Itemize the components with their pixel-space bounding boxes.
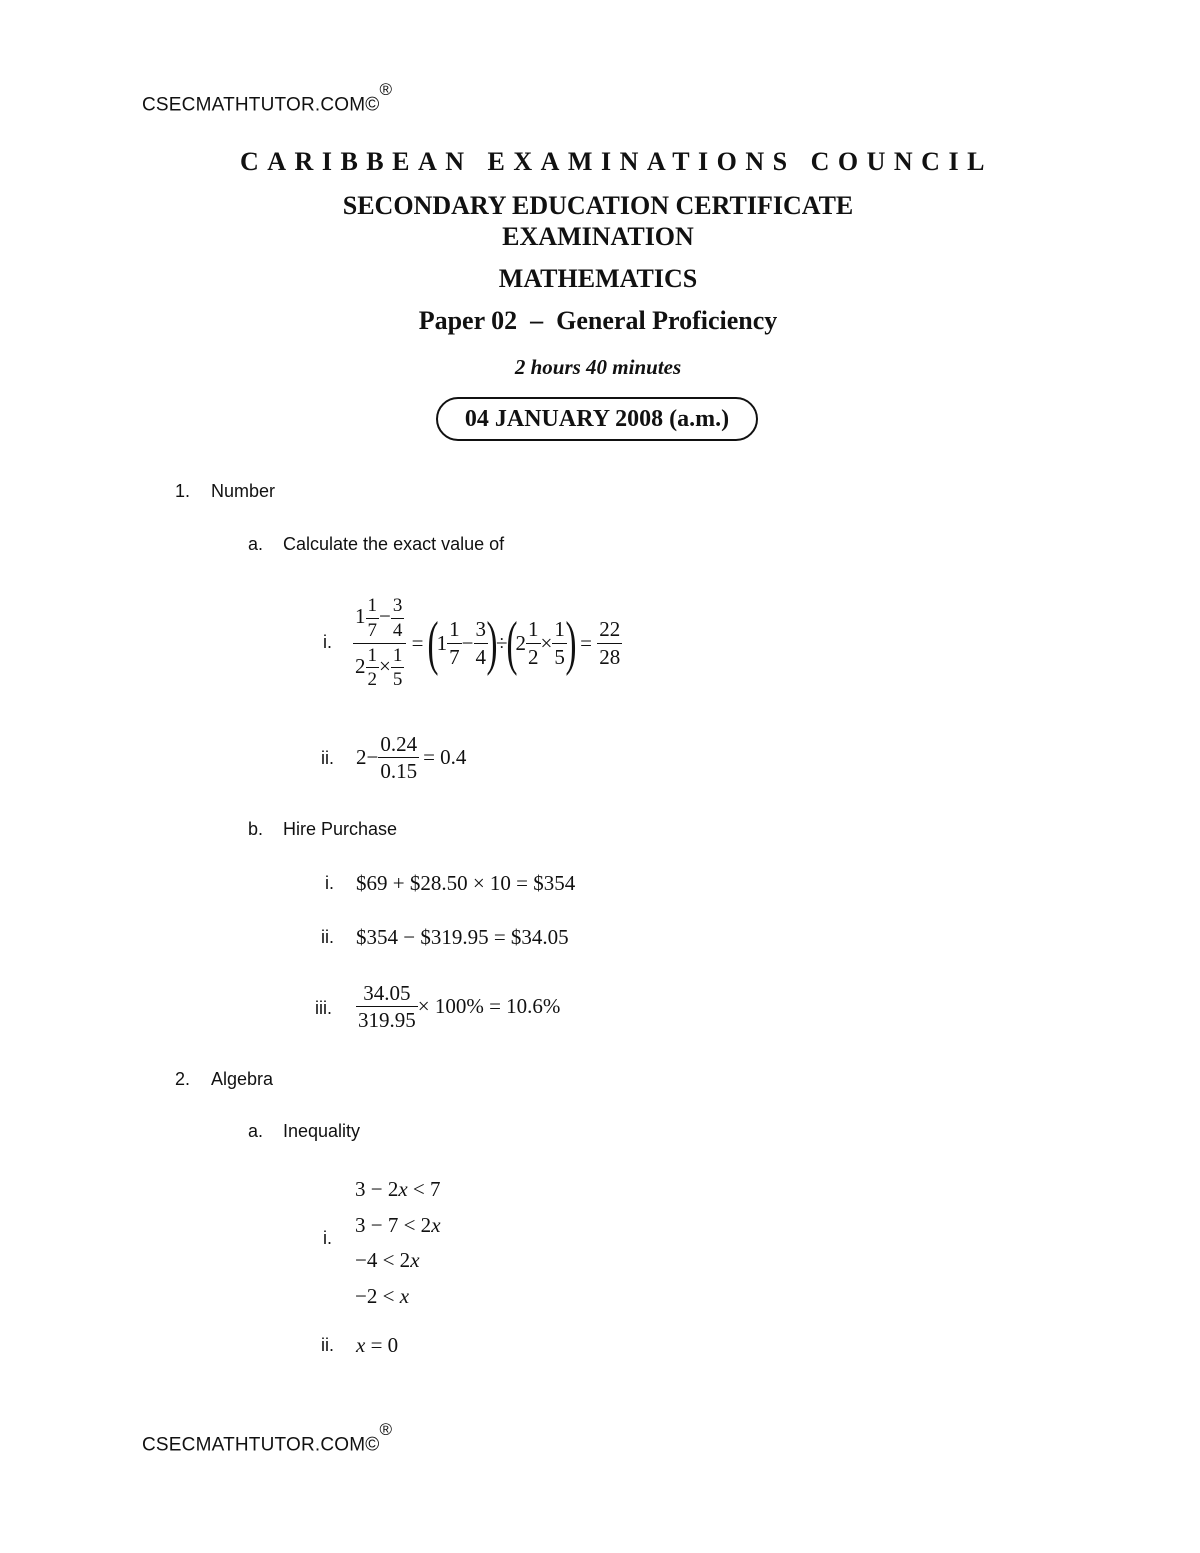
exam-title-line2: EXAMINATION [502, 222, 694, 251]
q1-number: 1. [175, 481, 191, 501]
q1a-label: a. [248, 534, 264, 554]
complex-fraction: 1 $\frac{1}{7}$ − $\frac{3}{4}$ 2 $\frac{1}{2}$ × $\frac{1}{5}$ [353, 594, 406, 692]
q1bii-expression: $354 − $319.95 = $34.05 [356, 925, 569, 949]
q1ai-label: i. [323, 632, 332, 652]
q2ai-working [355, 1172, 441, 1314]
exam-council: CARIBBEAN EXAMINATIONS COUNCIL [240, 147, 993, 176]
q1bii-label: ii. [321, 927, 334, 947]
exam-title-line1: SECONDARY EDUCATION CERTIFICATE [342, 191, 854, 220]
q2a-label: a. [248, 1121, 264, 1141]
q1-title: Number [211, 481, 276, 501]
site-watermark-bottom: CSECMATHTUTOR.COM©® [142, 1420, 393, 1456]
exam-date: 04 JANUARY 2008 (a.m.) [436, 397, 758, 441]
q1b-label: b. [248, 819, 264, 839]
q1b-title: Hire Purchase [283, 819, 398, 839]
exam-paper: Paper 02 – General Proficiency [418, 306, 778, 335]
q2a-title: Inequality [283, 1121, 361, 1141]
site-watermark-top: CSECMATHTUTOR.COM©® [142, 80, 393, 116]
q1bi-label: i. [325, 873, 334, 893]
q2aii-label: ii. [321, 1335, 334, 1355]
exam-subject: MATHEMATICS [498, 264, 698, 293]
q1aii-expression: 2− $\frac{0.24}{0.15}$ = 0.4 [356, 732, 467, 784]
q2-title: Algebra [211, 1069, 274, 1089]
q1bi-expression: $69 + $28.50 × 10 = $354 [356, 871, 576, 895]
inequality-line: −4 < 2x [355, 1248, 420, 1272]
q1aii-label: ii. [321, 748, 334, 768]
exam-duration: 2 hours 40 minutes [514, 355, 682, 379]
q2-number: 2. [175, 1069, 191, 1089]
inequality-line: −2 < x [355, 1283, 410, 1308]
q2ai-label: i. [323, 1228, 332, 1248]
q2aii-expression: x = 0 [356, 1333, 399, 1357]
inequality-line: 3 − 2x < 7 [355, 1177, 441, 1201]
q1ai-expression: 1 $\frac{1}{7}$ − $\frac{3}{4}$ 2 $\frac{1}{2}$ × $\frac{1}{5}$ = ( 1 $\frac{1}{7}$ − $\frac{3}{4}$ ) ÷ ( 2 $\frac{1}{2}$ × $\frac{1}{5}$ ) = $\frac{22}{28}$ [355, 595, 621, 691]
inequality-line: 3 − 7 < 2x [355, 1212, 441, 1237]
q1biii-expression: $\frac{34.05}{319.95}$ × 100% = 10.6% [358, 981, 561, 1033]
q1a-title: Calculate the exact value of [283, 534, 505, 554]
q1biii-label: iii. [315, 998, 332, 1018]
